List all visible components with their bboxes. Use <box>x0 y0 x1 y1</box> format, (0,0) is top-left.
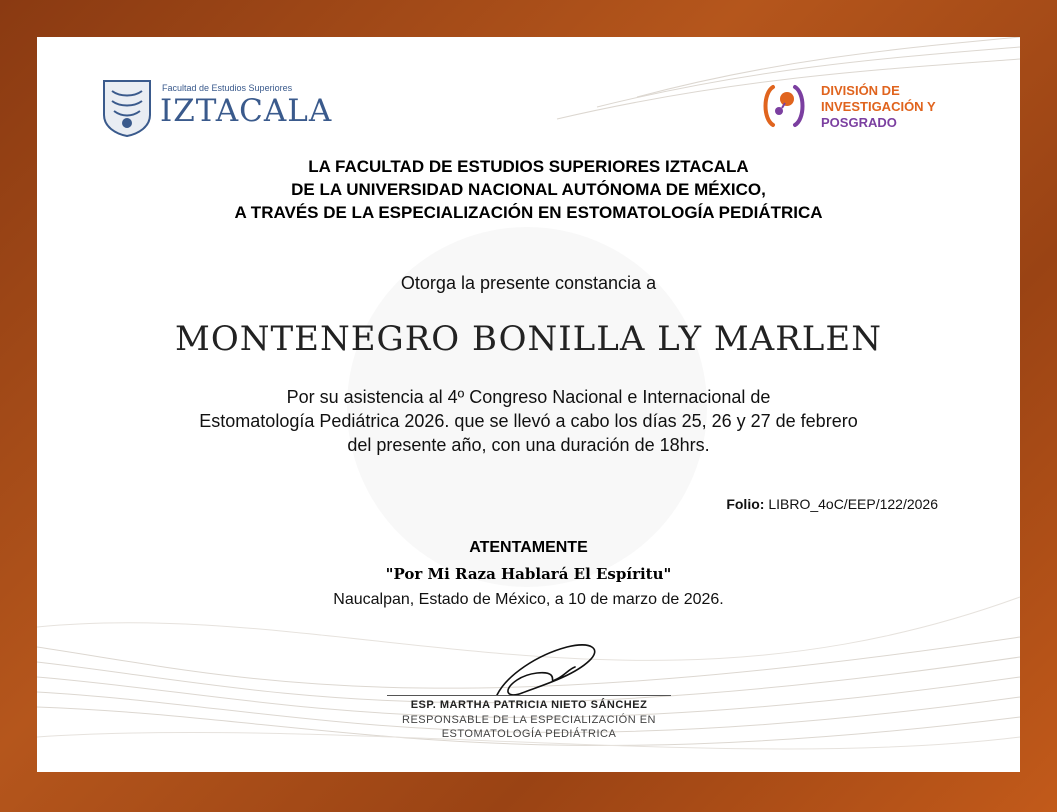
dip-molecule-icon <box>759 81 809 131</box>
signer-role-line-1: RESPONSABLE DE LA ESPECIALIZACIÓN EN <box>402 714 656 726</box>
dip-logo-line1: DIVISIÓN DE <box>821 83 900 98</box>
iztacala-logo <box>100 77 340 137</box>
closing-motto: "Por Mi Raza Hablará El Espíritu" <box>385 565 672 583</box>
certificate-paper <box>37 37 1020 772</box>
folio <box>726 496 938 512</box>
header-line-1: LA FACULTAD DE ESTUDIOS SUPERIORES IZTACALA <box>308 157 749 176</box>
handwritten-signature <box>477 635 617 707</box>
folio-label: Folio: <box>726 496 765 512</box>
iztacala-logo-title: IZTACALA <box>160 93 333 129</box>
signer-name: ESP. MARTHA PATRICIA NIETO SÁNCHEZ <box>410 699 648 711</box>
grant-text: Otorga la presente constancia a <box>400 273 657 293</box>
recipient-name: MONTENEGRO BONILLA LY MARLEN <box>175 319 882 359</box>
description <box>77 385 980 457</box>
description-line-3: del presente año, con una duración de 18hrs. <box>347 435 710 455</box>
dip-logo-line3: POSGRADO <box>821 115 897 130</box>
dip-logo <box>759 81 969 137</box>
unam-crest-icon <box>100 77 154 137</box>
iztacala-logo-subtitle: Facultad de Estudios Superiores <box>162 83 293 93</box>
certificate-header <box>97 155 960 224</box>
closing-place-date: Naucalpan, Estado de México, a 10 de marzo de 2026. <box>333 591 724 608</box>
closing-atentamente: ATENTAMENTE <box>469 539 588 556</box>
dip-logo-line2: INVESTIGACIÓN Y <box>821 99 936 114</box>
header-line-2: DE LA UNIVERSIDAD NACIONAL AUTÓNOMA DE MÉXICO, <box>291 180 766 199</box>
signer-role-line-2: ESTOMATOLOGÍA PEDIÁTRICA <box>441 728 617 740</box>
signature-line <box>387 695 671 696</box>
description-line-2: Estomatología Pediátrica 2026. que se llevó a cabo los días 25, 26 y 27 de febrero <box>199 411 858 431</box>
folio-value: LIBRO_4oC/EEP/122/2026 <box>768 496 938 512</box>
description-line-1: Por su asistencia al 4º Congreso Nacional e Internacional de <box>286 387 771 407</box>
header-line-3: A TRAVÉS DE LA ESPECIALIZACIÓN EN ESTOMATOLOGÍA PEDIÁTRICA <box>234 203 823 222</box>
